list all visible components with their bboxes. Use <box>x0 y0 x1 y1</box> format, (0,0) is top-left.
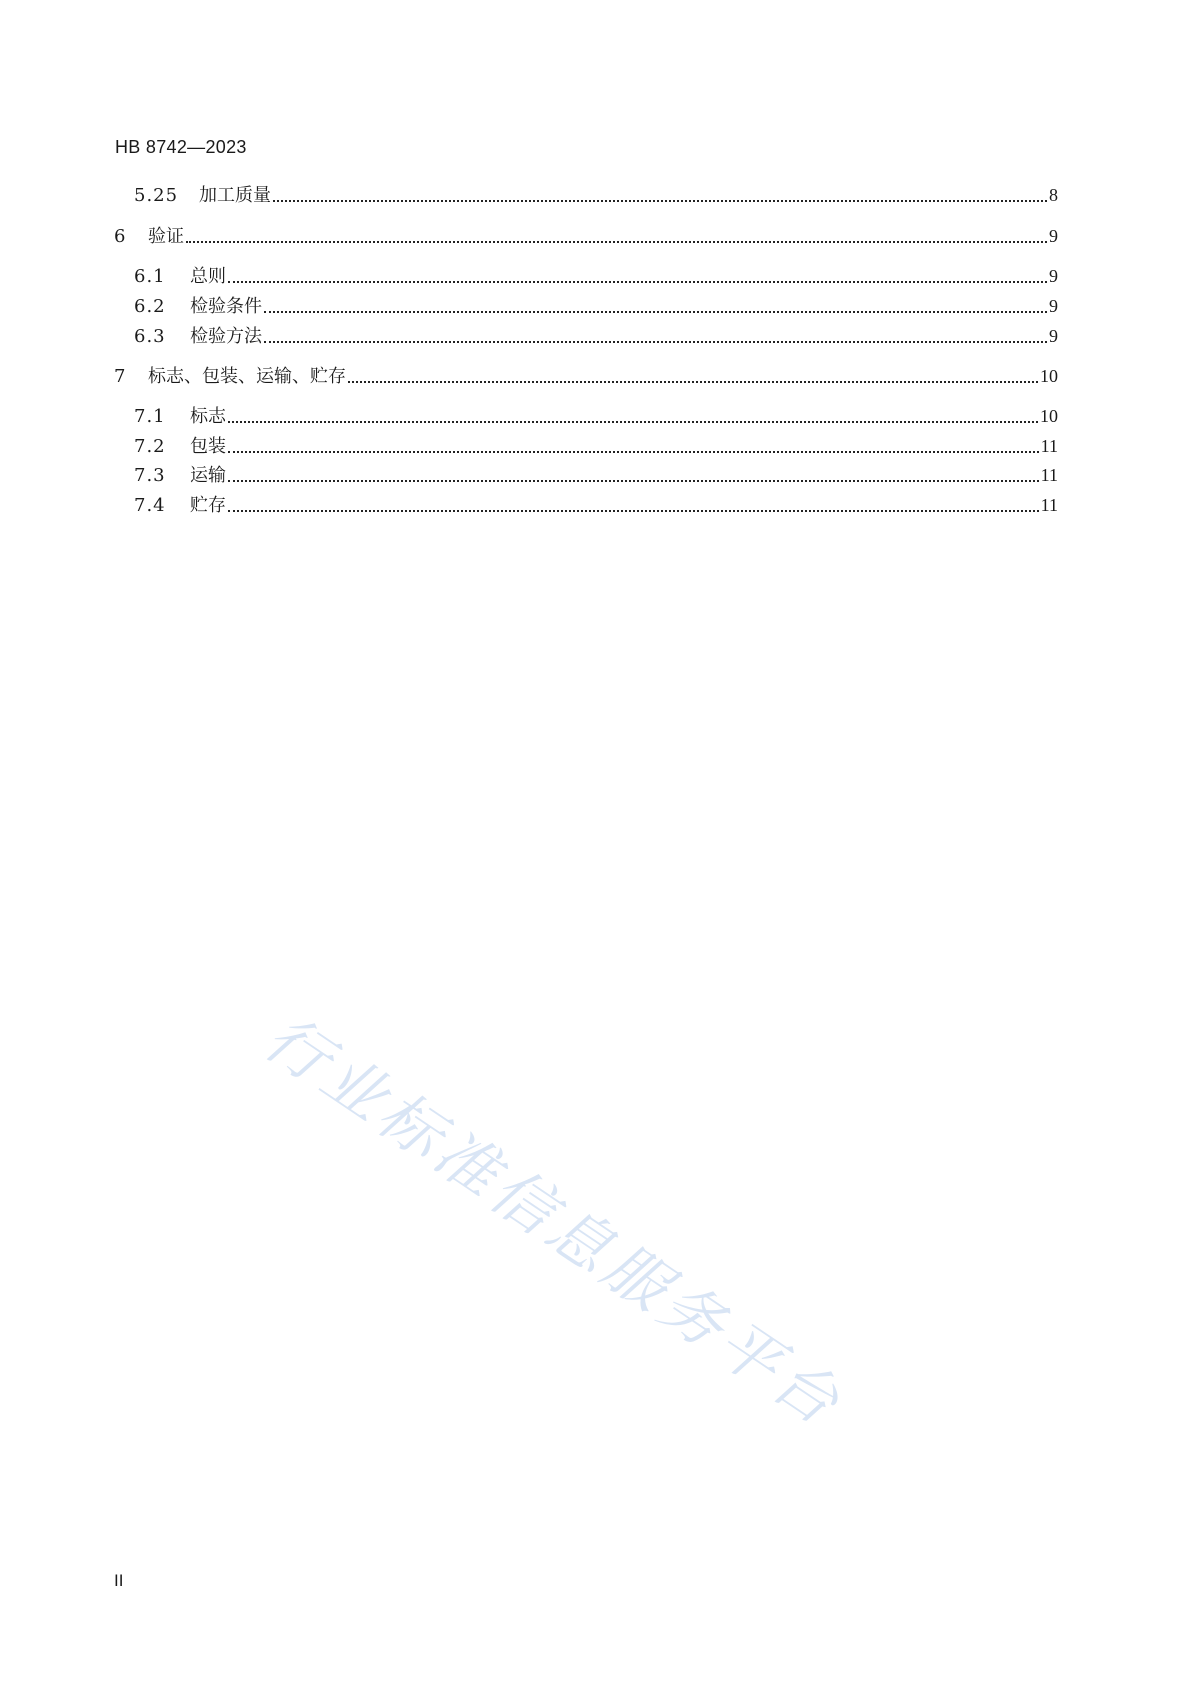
toc-entry-page: 11 <box>1040 495 1058 515</box>
toc-entry-title: 标志 <box>190 406 226 427</box>
dot-leader <box>186 241 1047 243</box>
toc-entry-title: 总则 <box>190 266 226 287</box>
dot-leader <box>228 421 1038 423</box>
toc-entry-page: 9 <box>1049 326 1058 346</box>
toc-entry-7-1[interactable] <box>134 402 1058 428</box>
toc-entry-page: 10 <box>1040 406 1058 426</box>
toc-entry-page: 11 <box>1040 465 1058 485</box>
watermark: 行业标准信息服务平台 <box>251 1000 857 1442</box>
toc-entry-number: 6.1 <box>134 266 166 287</box>
toc-entry-6-3[interactable] <box>134 322 1058 348</box>
dot-leader <box>228 281 1047 283</box>
dot-leader <box>264 311 1047 313</box>
toc-entry-page: 11 <box>1040 436 1058 456</box>
toc-entry-number: 6.3 <box>134 326 166 347</box>
dot-leader <box>228 510 1039 512</box>
dot-leader <box>348 381 1038 383</box>
toc-entry-page: 10 <box>1040 366 1058 386</box>
toc-entry-page: 9 <box>1049 296 1058 316</box>
toc-entry-page: 9 <box>1049 226 1058 246</box>
toc-entry-6-1[interactable] <box>134 262 1058 288</box>
toc-entry-7[interactable] <box>114 362 1058 388</box>
page-number: II <box>114 1571 124 1590</box>
toc-entry-number: 7.1 <box>134 406 166 427</box>
toc-entry-number: 6 <box>114 226 127 247</box>
toc-entry-number: 6.2 <box>134 296 166 317</box>
toc-entry-number: 7 <box>114 366 127 387</box>
toc-entry-title: 包装 <box>190 436 226 457</box>
toc-entry-7-4[interactable] <box>134 491 1058 517</box>
toc-entry-number: 7.2 <box>134 436 166 457</box>
toc-entry-page: 8 <box>1049 185 1058 205</box>
toc-entry-title: 加工质量 <box>199 185 271 206</box>
dot-leader <box>228 480 1039 482</box>
toc-entry-7-3[interactable] <box>134 461 1058 487</box>
toc-entry-title: 标志、包装、运输、贮存 <box>148 366 346 387</box>
toc-entry-number: 5.25 <box>134 185 179 206</box>
dot-leader <box>264 341 1047 343</box>
toc-entry-6[interactable] <box>114 222 1058 248</box>
dot-leader <box>228 451 1039 453</box>
toc-entry-6-2[interactable] <box>134 292 1058 318</box>
toc-entry-title: 检验条件 <box>190 296 262 317</box>
toc-entry-7-2[interactable] <box>134 432 1058 458</box>
toc-entry-5-25[interactable] <box>134 181 1058 207</box>
dot-leader <box>273 200 1047 202</box>
toc-entry-number: 7.4 <box>134 495 166 516</box>
document-id: HB 8742—2023 <box>115 137 247 157</box>
toc-entry-title: 运输 <box>190 465 226 486</box>
toc-entry-page: 9 <box>1049 266 1058 286</box>
toc-entry-title: 贮存 <box>190 495 226 516</box>
toc-entry-number: 7.3 <box>134 465 166 486</box>
toc-entry-title: 验证 <box>148 226 184 247</box>
toc-entry-title: 检验方法 <box>190 326 262 347</box>
